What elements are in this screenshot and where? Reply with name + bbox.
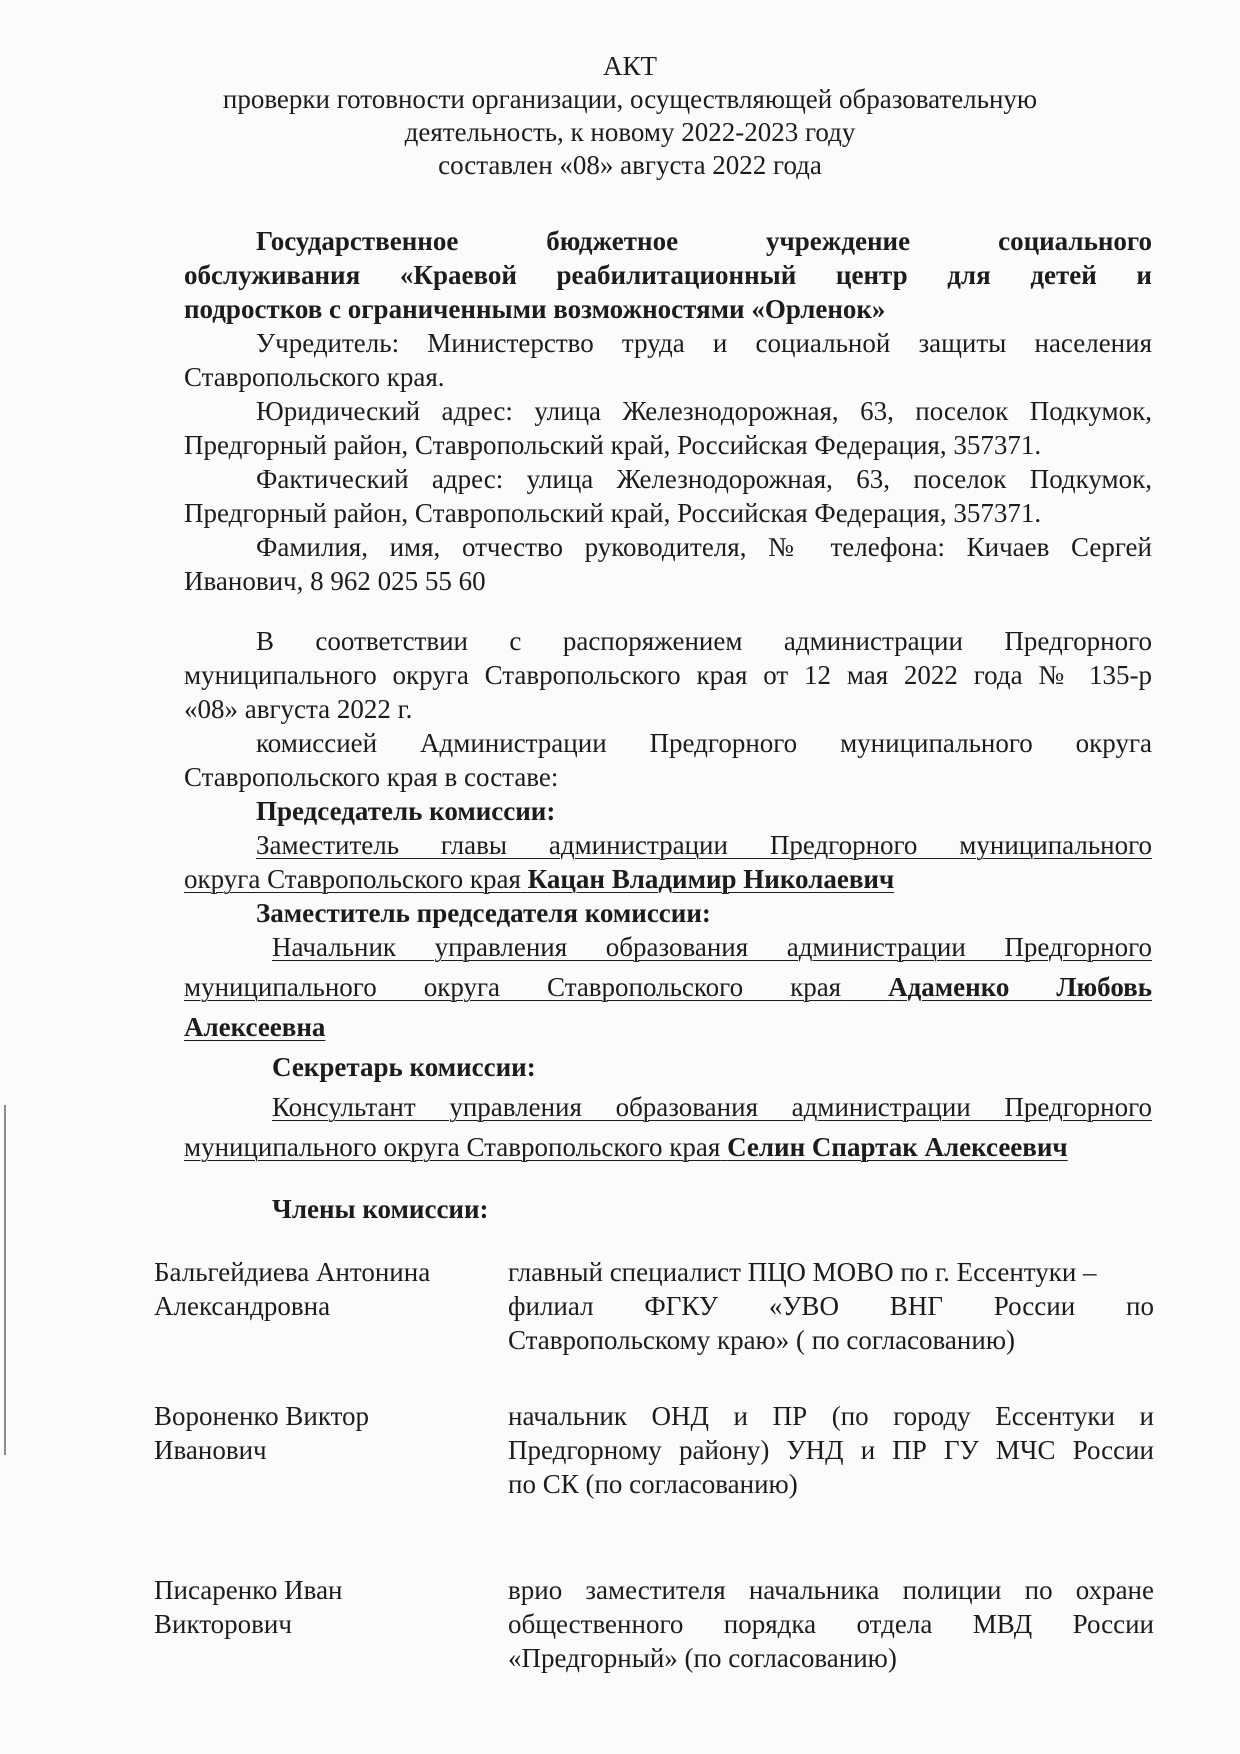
secretary-position-line-1: Консультант управления образования администрации Предгорного (272, 1092, 1152, 1122)
document-subtitle-line-1: проверки готовности организации, осуществляющей образовательную (222, 84, 1038, 114)
org-name-line-3: подростков с ограниченными возможностями «Орленок» (184, 294, 886, 324)
org-name-line-2: обслуживания «Краевой реабилитационный центр для детей и (184, 260, 1152, 290)
deputy-position-text: муниципального округа Ставропольского края (184, 972, 842, 1002)
chair-position-text: округа Ставропольского края (184, 864, 521, 894)
secretary-position-text: муниципального округа Ставропольского края (184, 1132, 721, 1162)
order-line-5: Ставропольского края в составе: (184, 762, 559, 792)
member-role-line-2: Предгорному району) УНД и ПР ГУ МЧС России (508, 1435, 1154, 1465)
order-line-4: комиссией Администрации Предгорного муниципального округа (256, 728, 1152, 758)
chair-position-line-2 (184, 862, 1152, 896)
org-name-line-1: Государственное бюджетное учреждение социального (256, 226, 1152, 256)
legal-address-line-2: Предгорный район, Ставропольский край, Российская Федерация, 357371. (184, 430, 1042, 460)
member-role-line-1: начальник ОНД и ПР (по городу Ессентуки и (508, 1401, 1154, 1431)
actual-address-line-2: Предгорный район, Ставропольский край, Российская Федерация, 357371. (184, 498, 1042, 528)
member-name-line-1: Вороненко Виктор (154, 1401, 370, 1431)
member-name-line-1: Писаренко Иван (154, 1575, 343, 1605)
deputy-position-line-1: Начальник управления образования администрации Предгорного (272, 932, 1152, 962)
member-name (154, 1573, 474, 1641)
order-line-2: муниципального округа Ставропольского края от 12 мая 2022 года № 135-р (184, 660, 1152, 690)
actual-address-line-1: Фактический адрес: улица Железнодорожная, 63, поселок Подкумок, (256, 464, 1152, 494)
secretary-name: Селин Спартак Алексеевич (727, 1132, 1068, 1162)
member-name-line-2: Иванович (154, 1435, 267, 1465)
order-line-3: «08» августа 2022 г. (184, 694, 413, 724)
members-heading-block (184, 1192, 1152, 1226)
legal-address-line-1: Юридический адрес: улица Железнодорожная, 63, поселок Подкумок, (256, 396, 1152, 426)
deputy-name-part-2: Алексеевна (184, 1012, 326, 1042)
member-name (154, 1255, 474, 1323)
member-name-line-1: Бальгейдиева Антонина (154, 1257, 431, 1287)
member-role-line-3: Ставропольскому краю» ( по согласованию) (508, 1325, 1015, 1355)
member-role-line-2: общественного порядка отдела МВД России (508, 1609, 1154, 1639)
order-section (184, 624, 1152, 794)
scan-edge-mark (4, 1105, 6, 1455)
secretary-heading: Секретарь комиссии: (272, 1052, 536, 1082)
member-role-line-1: врио заместителя начальника полиции по охране (508, 1575, 1154, 1605)
member-role-line-3: по СК (по согласованию) (508, 1469, 798, 1499)
founder-line-1: Учредитель: Министерство труда и социальной защиты населения (256, 328, 1152, 358)
member-role (508, 1255, 1154, 1357)
organization-section (184, 224, 1152, 598)
member-name (154, 1399, 474, 1467)
member-name-line-2: Александровна (154, 1291, 331, 1321)
member-role-line-2: филиал ФГКУ «УВО ВНГ России по (508, 1291, 1154, 1321)
document-subtitle-line-2: деятельность, к новому 2022-2023 году (404, 117, 856, 147)
deputy-name-part-1: Адаменко Любовь (888, 972, 1153, 1002)
deputy-position-line-2 (184, 970, 1152, 1004)
chair-position-line-1: Заместитель главы администрации Предгорного муниципального (256, 830, 1152, 860)
secretary-position-line-2 (184, 1130, 1152, 1164)
member-role-line-1: главный специалист ПЦО МОВО по г. Ессентуки – (508, 1257, 1097, 1287)
commission-section (184, 794, 1152, 1164)
member-role (508, 1573, 1154, 1675)
document-header (150, 50, 1110, 182)
head-contact-line-1: Фамилия, имя, отчество руководителя, № телефона: Кичаев Сергей (256, 532, 1152, 562)
order-line-1: В соответствии с распоряжением администрации Предгорного (256, 626, 1152, 656)
member-role (508, 1399, 1154, 1501)
head-contact-line-2: Иванович, 8 962 025 55 60 (184, 566, 486, 596)
founder-line-2: Ставропольского края. (184, 362, 445, 392)
document-date: составлен «08» августа 2022 года (438, 150, 822, 180)
members-heading: Члены комиссии: (272, 1194, 489, 1224)
member-name-line-2: Викторович (154, 1609, 292, 1639)
chair-heading: Председатель комиссии: (256, 796, 556, 826)
member-role-line-3: «Предгорный» (по согласованию) (508, 1643, 897, 1673)
document-title: АКТ (603, 51, 657, 81)
deputy-heading: Заместитель председателя комиссии: (256, 898, 711, 928)
chair-name: Кацан Владимир Николаевич (527, 864, 895, 894)
